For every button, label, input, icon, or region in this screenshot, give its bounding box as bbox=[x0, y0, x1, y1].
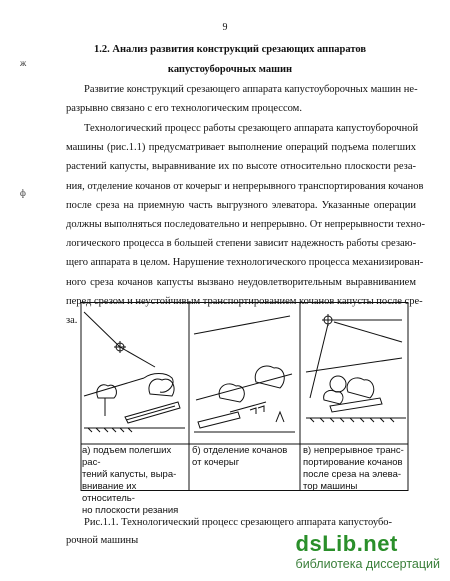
heading-line-1: 1.2. Анализ развития конструкций срезающих аппаратов bbox=[93, 44, 366, 55]
panel-b-caption-line: б) отделение кочанов bbox=[192, 445, 288, 456]
figure-caption-line: рочной машины bbox=[66, 535, 139, 546]
paragraph-2-line: Технологический процесс работы срезающего аппарата капустоуборочной bbox=[84, 123, 419, 134]
panel-c-caption-line: портирование кочанов bbox=[303, 457, 403, 468]
watermark-brand: dsLib.net bbox=[295, 531, 398, 556]
paragraph-2-line: растений капусты, выравнивание их по высоте относительно плоскости реза- bbox=[66, 161, 416, 173]
panel-b-caption bbox=[192, 445, 298, 469]
paragraph-1-line: Развитие конструкций срезающего аппарата капустоуборочных машин не- bbox=[84, 84, 418, 95]
section-heading bbox=[60, 40, 400, 80]
paragraph-2-line: ния, отделение кочанов от кочерыг и непрерывного транспортирования кочанов bbox=[66, 180, 424, 192]
figure-caption-line: Рис.1.1. Технологический процесс срезающего аппарата капустоубо- bbox=[84, 517, 393, 528]
paragraph-2-line: за. bbox=[66, 315, 78, 327]
panel-c-drawing bbox=[306, 314, 406, 422]
panel-c-caption-line: в) непрерывное транс- bbox=[303, 445, 404, 456]
page-number: 9 bbox=[222, 22, 228, 33]
heading-line-2: капустоуборочных машин bbox=[167, 64, 293, 75]
panel-c-caption bbox=[303, 445, 407, 493]
paragraph-2-line: должны выполняться последовательно и непрерывно. От непрерывности техно- bbox=[66, 219, 425, 231]
paragraph-2-line: перед срезом и неустойчивым транспортированием кочанов капусты после сре- bbox=[66, 295, 423, 307]
margin-mark-2: ф bbox=[20, 188, 26, 198]
panel-b-caption-line: от кочерыг bbox=[192, 457, 240, 468]
panel-b-drawing bbox=[194, 316, 295, 432]
paragraph-2-line: логического процесса в большей степени зависит надежность работы срезаю- bbox=[66, 238, 416, 250]
paragraph-2 bbox=[66, 119, 425, 330]
panel-c-caption-line: после среза на элева- bbox=[303, 469, 402, 480]
paragraph-2-line: щего аппарата в целом. Нарушение технологического процесса механизирован- bbox=[66, 257, 424, 269]
panel-a-caption-line: но плоскости резания bbox=[82, 505, 179, 516]
panel-a-caption-line: а) подъем полегших рас- bbox=[82, 445, 172, 468]
paragraph-2-line: ного среза кочанов капусты вызвано неудовлетворительным выравниванием bbox=[66, 276, 416, 288]
margin-mark-1: ж bbox=[20, 58, 27, 68]
panel-a-caption bbox=[82, 445, 188, 517]
panel-a-caption-line: внивание их относитель- bbox=[82, 481, 137, 504]
figure-1-1 bbox=[80, 302, 410, 516]
paragraph-2-line: машины (рис.1.1) предусматривает выполнение операций подъема полегших bbox=[66, 142, 416, 154]
panel-a-drawing bbox=[84, 312, 185, 432]
paragraph-1 bbox=[66, 80, 416, 118]
watermark-tagline: библиотека диссертаций bbox=[295, 557, 440, 571]
panel-c-caption-line: тор машины bbox=[303, 481, 358, 492]
panel-a-caption-line: тений капусты, выра- bbox=[82, 469, 177, 480]
watermark bbox=[296, 531, 440, 571]
paragraph-2-line: после среза на приемную часть выгрузного элеватора. Указанные операции bbox=[66, 199, 416, 211]
paragraph-1-line: разрывно связано с его технологическим процессом. bbox=[66, 103, 302, 115]
